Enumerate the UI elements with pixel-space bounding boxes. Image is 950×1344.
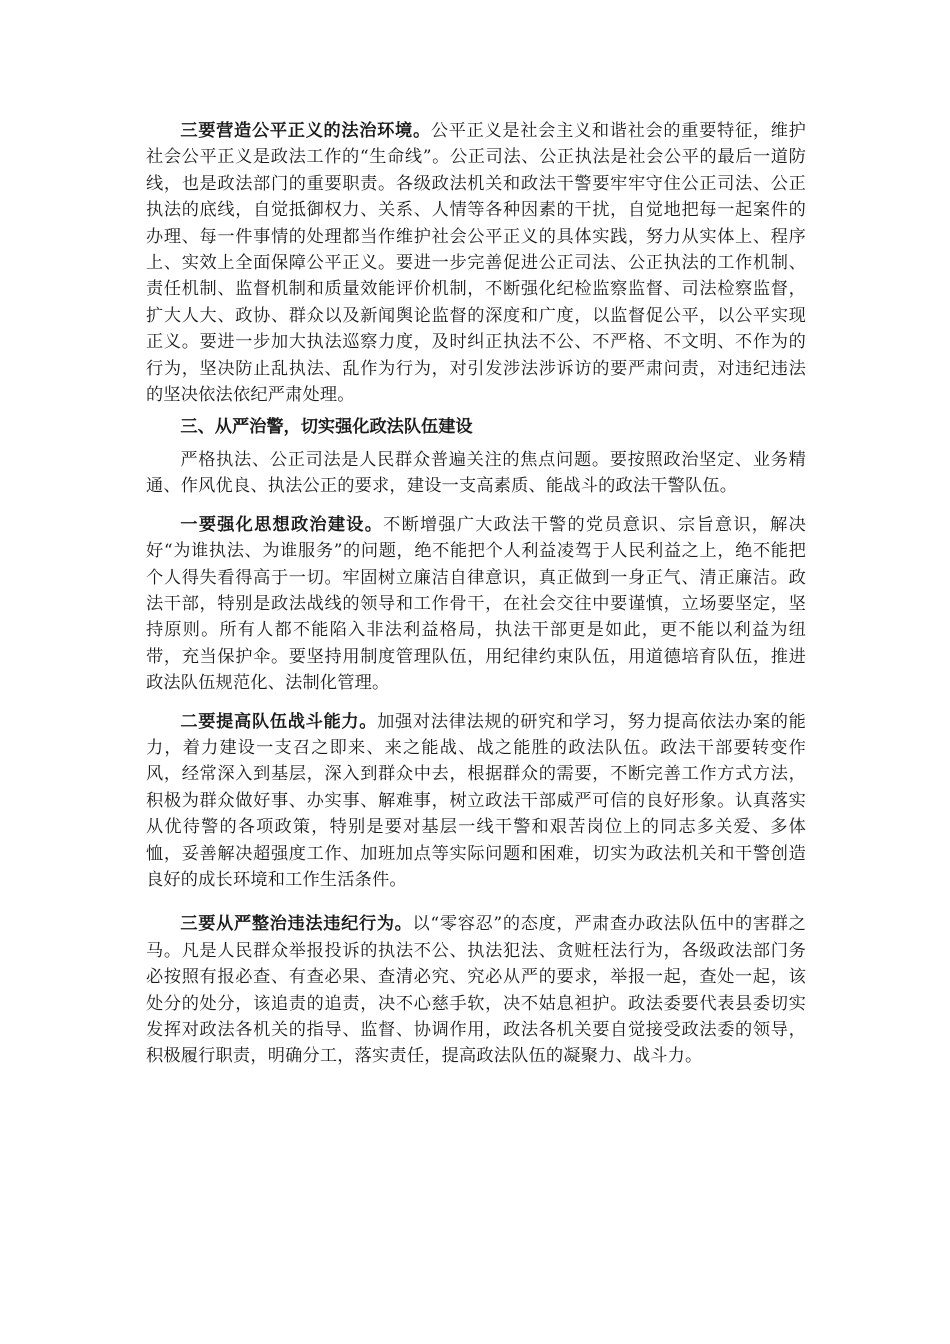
paragraph-lead: 一要强化思想政治建设。 xyxy=(180,514,384,535)
paragraph-ideology xyxy=(146,512,806,697)
paragraph-lead: 三要从严整治违法违纪行为。 xyxy=(180,914,413,935)
paragraph-text: 不断增强广大政法干警的党员意识、宗旨意识，解决好“为谁执法、为谁服务”的问题，绝不能把个人利益凌驾于人民利益之上，绝不能把个人得失看得高于一切。牢固树立廉洁自律意识，真正做到一身正气、清正廉洁。政法干部，特别是政法战线的领导和工作骨干，在社会交往中要谨慎，立场要坚定，坚持原则。所有人都不能陷入非法利益格局，执法干部更是如此，更不能以利益为纽带，充当保护伞。要坚持用制度管理队伍，用纪律约束队伍，用道德培育队伍，推进政法队伍规范化、法制化管理。 xyxy=(146,514,807,694)
document-page xyxy=(146,118,806,1070)
paragraph-fair-justice xyxy=(146,118,806,408)
paragraph-text: 以“零容忍”的态度，严肃查办政法队伍中的害群之马。凡是人民群众举报投诉的执法不公、执法犯法、贪赃枉法行为，各级政法部门务必按照有报必查、有查必果、查清必究、究必从严的要求，举报一起，查处一起，该处分的处分，该追责的追责，决不心慈手软，决不姑息袒护。政法委要代表县委切实发挥对政法各机关的指导、监督、协调作用，政法各机关要自觉接受政法委的领导，积极履行职责，明确分工，落实责任，提高政法队伍的凝聚力、战斗力。 xyxy=(146,914,806,1067)
paragraph-lead: 二要提高队伍战斗能力。 xyxy=(180,711,378,732)
paragraph-intro xyxy=(146,447,806,500)
paragraph-lead: 三要营造公平正义的法治环境。 xyxy=(180,121,431,141)
paragraph-capability xyxy=(146,709,806,894)
section-heading: 三、从严治警，切实强化政法队伍建设 xyxy=(180,417,473,438)
paragraph-text: 公平正义是社会主义和谐社会的重要特征，维护社会公平正义是政法工作的“生命线”。公正司法、公正执法是社会公平的最后一道防线，也是政法部门的重要职责。各级政法机关和政法干警要牢牢守住公正司法、公正执法的底线，自觉抵御权力、关系、人情等各种因素的干扰，自觉地把每一起案件的办理、每一件事情的处理都当作维护社会公平正义的具体实践，努力从实体上、程序上、实效上全面保障公平正义。要进一步完善促进公正司法、公正执法的工作机制、责任机制、监督机制和质量效能评价机制，不断强化纪检监察监督、司法检察监督，扩大人大、政协、群众以及新闻舆论监督的深度和广度，以监督促公平，以公平实现正义。要进一步加大执法巡察力度，及时纠正执法不公、不严格、不文明、不作为的行为，坚决防止乱执法、乱作为行为，对引发涉法涉诉访的要严肃问责，对违纪违法的坚决依法依纪严肃处理。 xyxy=(146,121,807,406)
paragraph-text: 严格执法、公正司法是人民群众普遍关注的焦点问题。要按照政治坚定、业务精通、作风优良、执法公正的要求，建设一支高素质、能战斗的政法干警队伍。 xyxy=(146,449,806,497)
paragraph-text: 加强对法律法规的研究和学习，努力提高依法办案的能力，着力建设一支召之即来、来之能战、战之能胜的政法队伍。政法干部要转变作风，经常深入到基层，深入到群众中去，根据群众的需要，不断完善工作方式方法，积极为群众做好事、办实事、解难事，树立政法干部威严可信的良好形象。认真落实从优待警的各项政策，特别是要对基层一线干警和艰苦岗位上的同志多关爱、多体恤，妥善解决超强度工作、加班加点等实际问题和困难，切实为政法机关和干警创造良好的成长环境和工作生活条件。 xyxy=(146,711,806,890)
paragraph-discipline xyxy=(146,911,806,1069)
